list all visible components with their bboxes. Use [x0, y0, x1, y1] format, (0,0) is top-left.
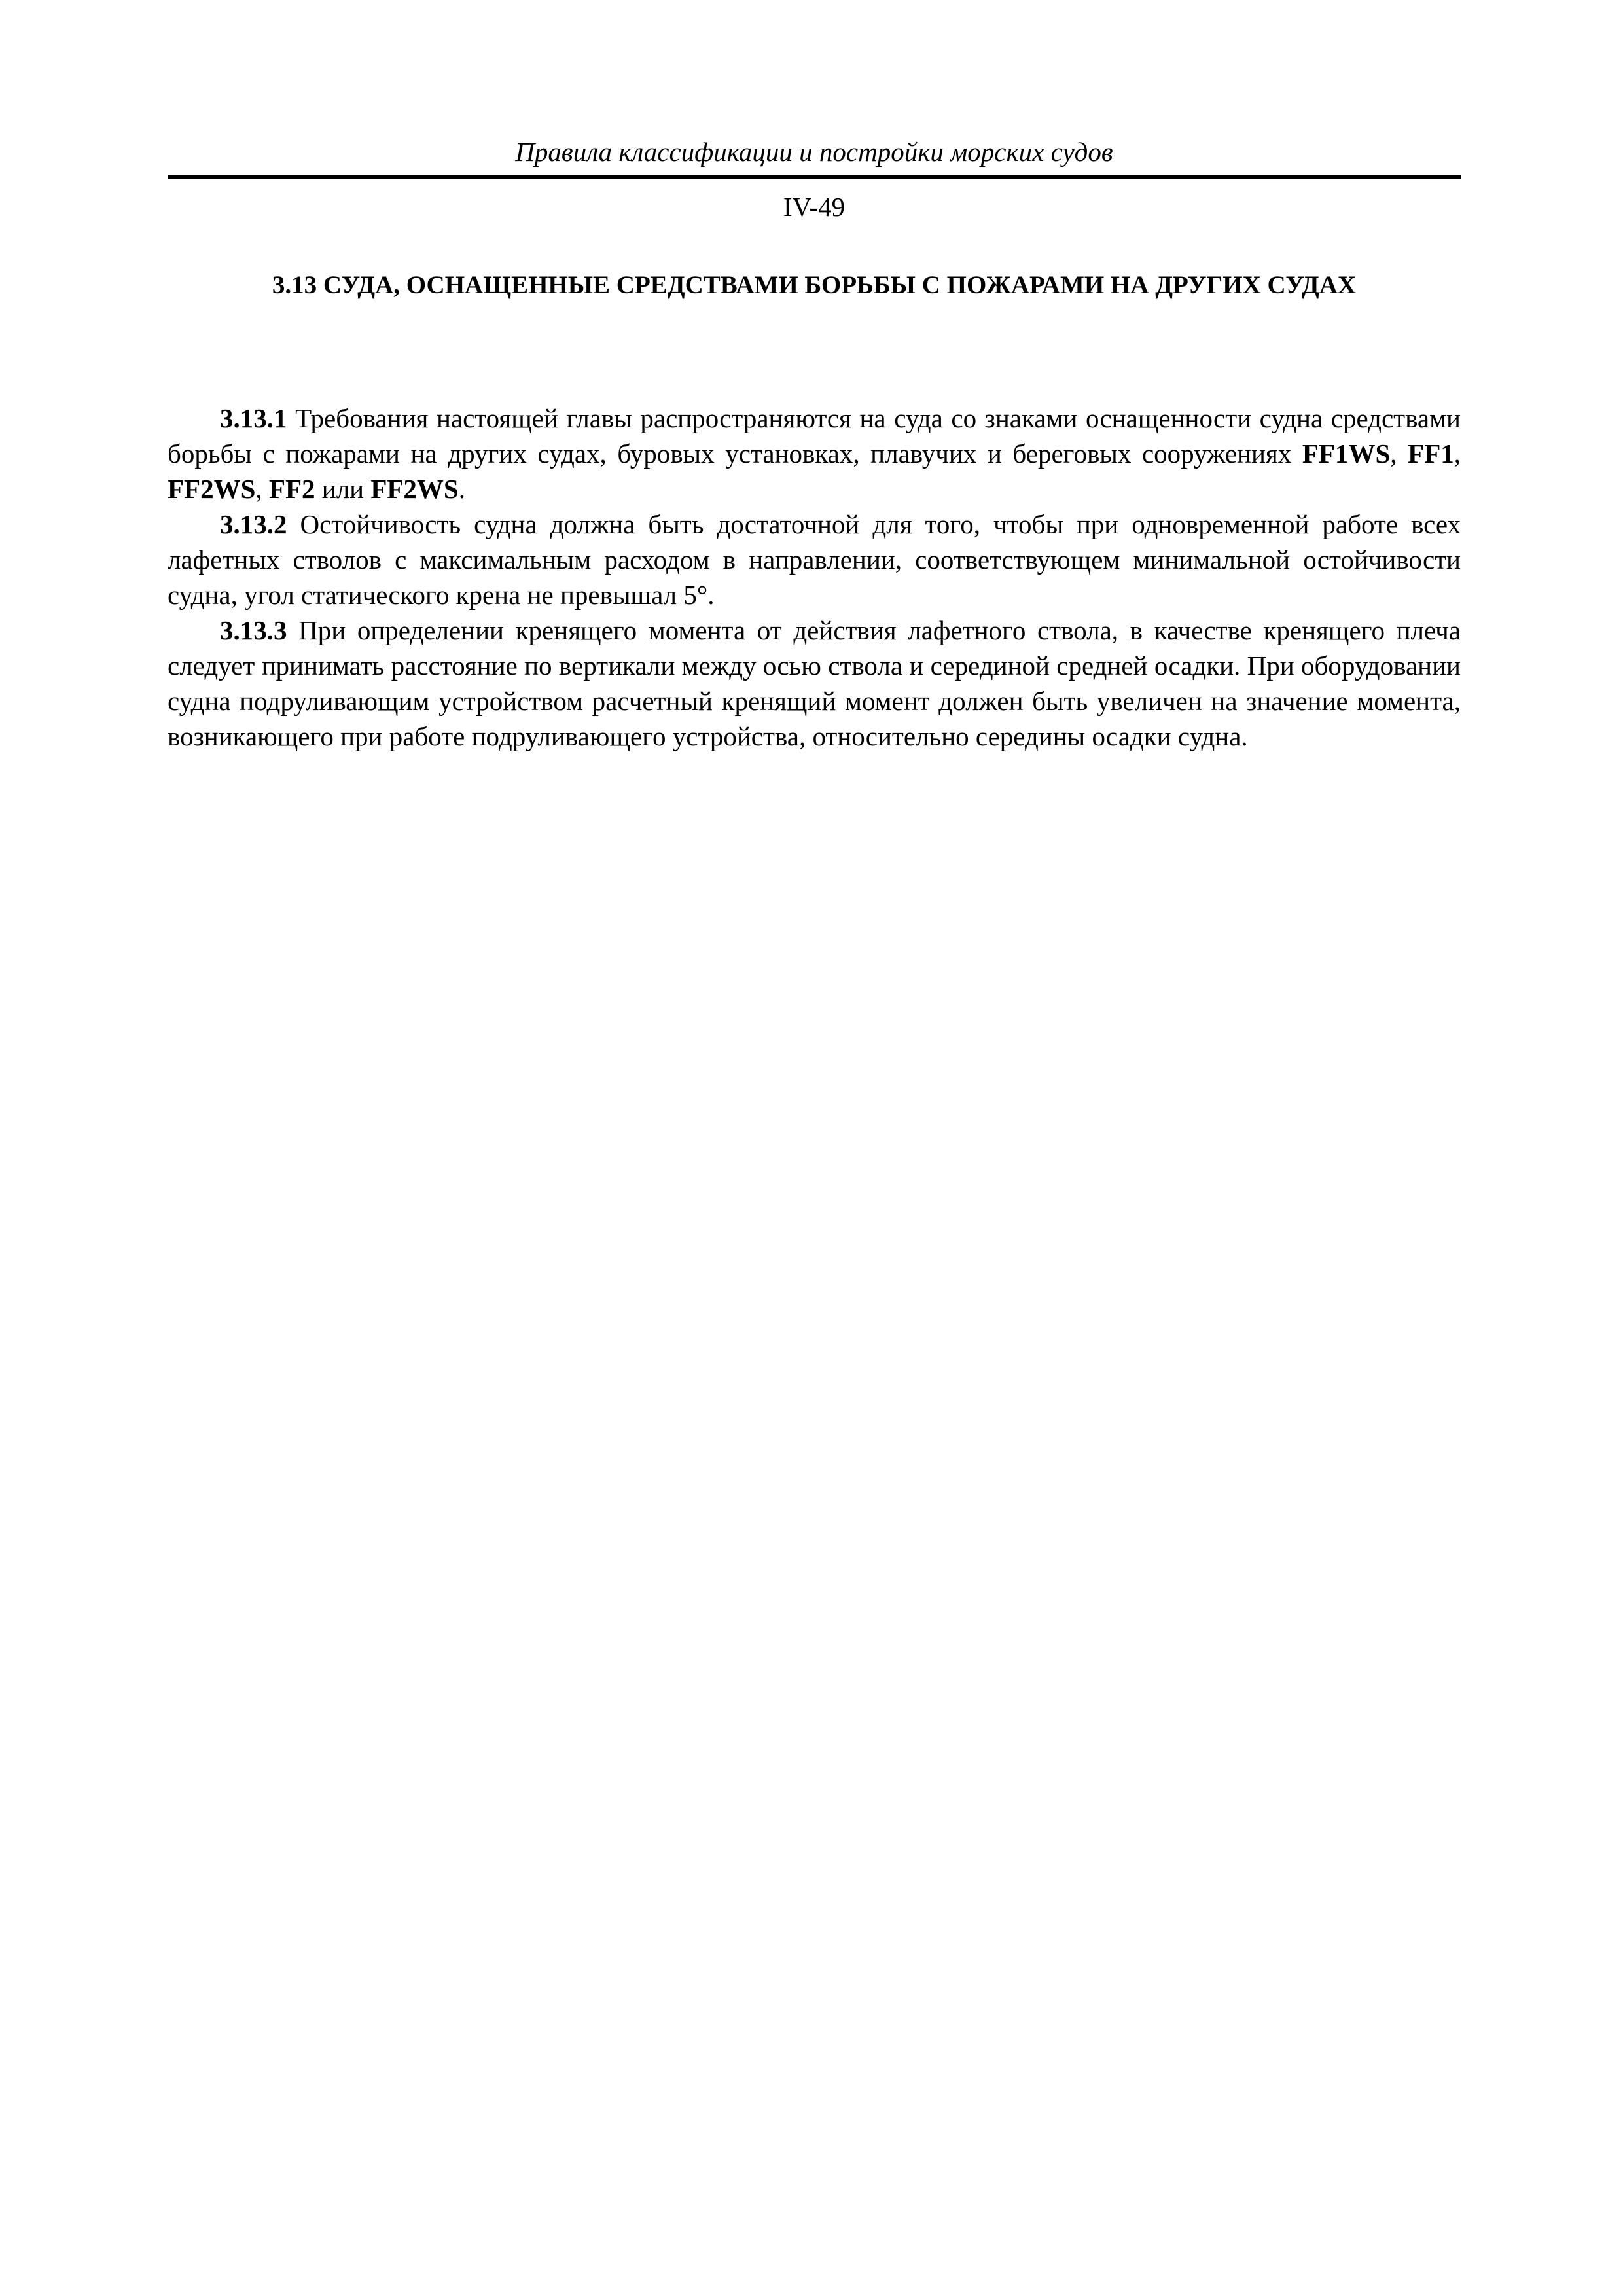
page-number: IV-49: [783, 192, 846, 222]
paragraph-text: Остойчивость судна должна быть достаточной для того, чтобы при одновременной работе всех лафетных стволов с максимальным расходом в направлении, соответствующем минимальной остойчивости судна, угол статического крена не превышал 5°.: [168, 509, 1461, 610]
class-mark: FF1: [1408, 439, 1454, 469]
section-title: 3.13 СУДА, ОСНАЩЕННЫЕ СРЕДСТВАМИ БОРЬБЫ С ПОЖАРАМИ НА ДРУГИХ СУДАХ: [272, 271, 1357, 299]
paragraph-3-13-1: [168, 401, 1461, 507]
class-mark: FF2WS: [370, 474, 459, 504]
paragraph-3-13-2: [168, 507, 1461, 613]
running-header: Правила классификации и постройки морских судов: [515, 137, 1113, 167]
separator: ,: [255, 474, 269, 504]
separator: или: [315, 474, 371, 504]
header-rule: [168, 175, 1461, 179]
class-mark: FF2WS: [168, 474, 256, 504]
paragraph-end: .: [458, 474, 465, 504]
paragraph-3-13-3: [168, 613, 1461, 754]
paragraph-number: 3.13.2: [220, 509, 287, 539]
separator: ,: [1454, 439, 1461, 469]
section-body: [168, 401, 1461, 754]
paragraph-number: 3.13.3: [220, 615, 287, 645]
class-mark: FF1WS: [1302, 439, 1391, 469]
paragraph-text: Требования настоящей главы распространяются на суда со знаками оснащенности судна средствами борьбы с пожарами на других судах, буровых установках, плавучих и береговых сооружениях: [168, 403, 1461, 469]
separator: ,: [1390, 439, 1408, 469]
class-mark: FF2: [268, 474, 315, 504]
paragraph-text: При определении кренящего момента от действия лафетного ствола, в качестве кренящего плеча следует принимать расстояние по вертикали между осью ствола и серединой средней осадки. При оборудовании судна подруливающим устройством расчетный кренящий момент должен быть увеличен на значение момента, возникающего при работе подруливающего устройства, относительно середины осадки судна.: [168, 615, 1461, 751]
paragraph-number: 3.13.1: [220, 403, 287, 433]
